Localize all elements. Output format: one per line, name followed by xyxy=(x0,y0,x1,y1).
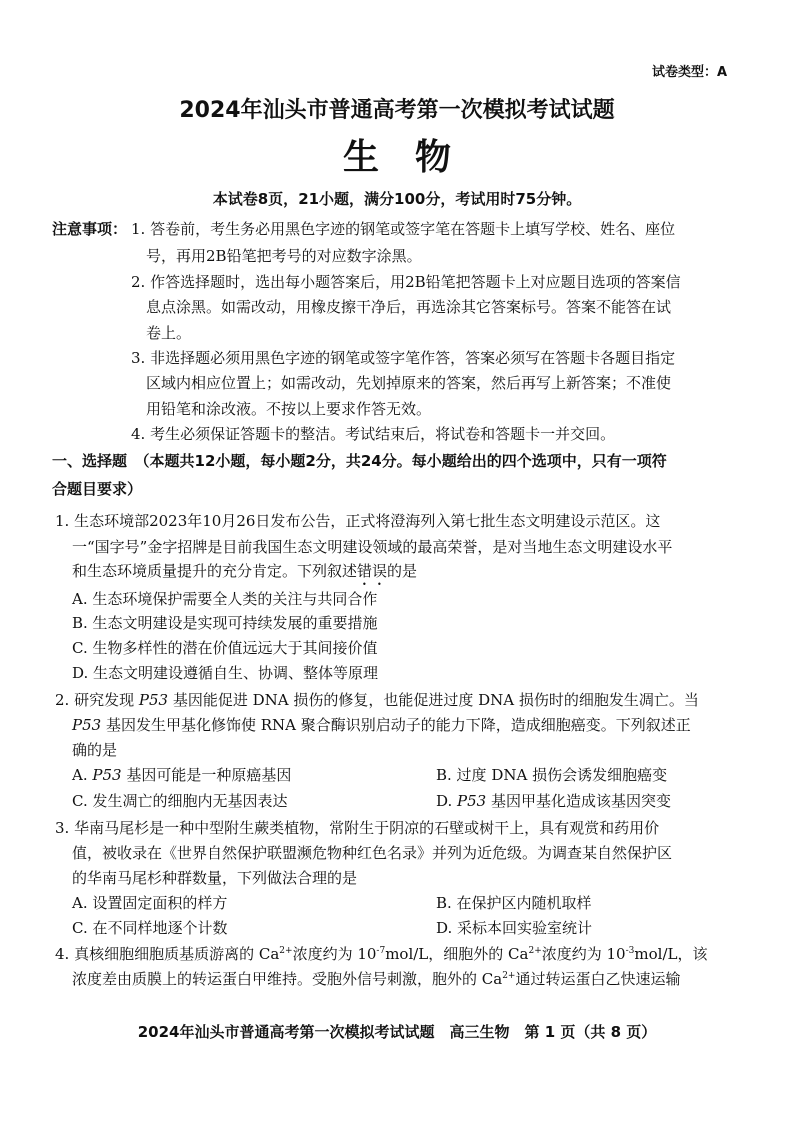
text: 的是 xyxy=(387,562,418,580)
question-2-line xyxy=(55,690,699,710)
section-heading: 一、选择题 （本题共12小题，每小题2分，共24分。每小题给出的四个选项中，只有一项符 xyxy=(52,452,667,470)
question-3-line: 的华南马尾杉种群数量，下列做法合理的是 xyxy=(72,869,358,887)
q2-option-b: B. 过度 DNA 损伤会诱发细胞癌变 xyxy=(436,766,668,784)
question-1-line xyxy=(72,561,417,589)
question-2-line: 确的是 xyxy=(72,741,118,759)
text: 4. 真核细胞细胞质基质游离的 Ca xyxy=(55,945,280,963)
note-line: 1. 答卷前，考生务必用黑色字迹的钢笔或签字笔在答题卡上填写学校、姓名、座位 xyxy=(131,220,676,238)
gene-name: P53 xyxy=(457,792,487,810)
text: mol/L，细胞外的 Ca xyxy=(385,945,529,963)
text: D. xyxy=(436,792,458,810)
q1-option-a: A. 生态环境保护需要全人类的关注与共同合作 xyxy=(72,590,378,608)
q3-option-b: B. 在保护区内随机取样 xyxy=(436,894,592,912)
page-footer: 2024年汕头市普通高考第一次模拟考试试题 高三生物 第 1 页（共 8 页） xyxy=(137,1023,657,1041)
question-4-line xyxy=(55,944,707,964)
exam-info: 本试卷8页，21小题，满分100分，考试用时75分钟。 xyxy=(212,190,582,208)
note-line: 区域内相应位置上；如需改动，先划掉原来的答案，然后再写上新答案；不准使 xyxy=(146,374,672,392)
question-3-line: 3. 华南马尾杉是一种中型附生蕨类植物，常附生于阴凉的石壁或树干上，具有观赏和药用价 xyxy=(55,819,660,837)
text: 基因发生甲基化修饰使 RNA 聚合酶识别启动子的能力下降，造成细胞癌变。下列叙述正 xyxy=(101,716,691,734)
superscript: 2+ xyxy=(528,946,542,956)
gene-name: P53 xyxy=(72,716,102,734)
note-line: 号，再用2B铅笔把考号的对应数字涂黑。 xyxy=(146,247,422,265)
text: 基因能促进 DNA 损伤的修复，也能促进过度 DNA 损伤时的细胞发生凋亡。当 xyxy=(168,691,699,709)
note-line: 3. 非选择题必须用黑色字迹的钢笔或签字笔作答，答案必须写在答题卡各题目指定 xyxy=(131,349,676,367)
text: 通过转运蛋白乙快速运输 xyxy=(515,970,681,988)
superscript: 2+ xyxy=(279,946,293,956)
text: 浓度约为 10 xyxy=(292,945,377,963)
paper-type: 试卷类型：A xyxy=(652,65,728,80)
text: 浓度差由质膜上的转运蛋白甲维持。受胞外信号刺激，胞外的 Ca xyxy=(72,970,503,988)
section-heading-cont: 合题目要求） xyxy=(52,480,143,498)
superscript: 2+ xyxy=(502,971,516,981)
superscript: -7 xyxy=(376,946,386,956)
note-line: 2. 作答选择题时，选出每小题答案后，用2B铅笔把答题卡上对应题目选项的答案信 xyxy=(131,273,681,291)
page-title: 2024年汕头市普通高考第一次模拟考试试题 xyxy=(179,98,615,123)
text: 基因可能是一种原癌基因 xyxy=(121,766,292,784)
q3-option-a: A. 设置固定面积的样方 xyxy=(72,894,228,912)
gene-name: P53 xyxy=(92,766,122,784)
note-line: 用铅笔和涂改液。不按以上要求作答无效。 xyxy=(146,400,432,418)
emphasized-text: 错误 xyxy=(357,562,388,580)
notes-label: 注意事项： xyxy=(52,220,128,238)
question-3-line: 值，被收录在《世界自然保护联盟濒危物种红色名录》并列为近危级。为调查某自然保护区 xyxy=(72,844,673,862)
q1-option-d: D. 生态文明建设遵循自生、协调、整体等原理 xyxy=(72,664,379,682)
question-1-line: 1. 生态环境部2023年10月26日发布公告，正式将澄海列入第七批生态文明建设示范区。这 xyxy=(55,512,661,530)
superscript: -3 xyxy=(625,946,635,956)
q3-option-d: D. 采标本回实验室统计 xyxy=(436,919,593,937)
gene-name: P53 xyxy=(138,691,169,709)
text: A. xyxy=(72,766,93,784)
note-line: 卷上。 xyxy=(146,324,192,342)
text: mol/L，该 xyxy=(634,945,708,963)
question-4-line xyxy=(72,969,681,989)
question-2-line xyxy=(72,715,691,735)
text: 浓度约为 10 xyxy=(541,945,626,963)
note-line: 息点涂黑。如需改动，用橡皮擦干净后，再选涂其它答案标号。答案不能答在试 xyxy=(146,298,672,316)
q2-option-c: C. 发生凋亡的细胞内无基因表达 xyxy=(72,792,288,810)
subject-title: 生 物 xyxy=(342,137,451,178)
text: 和生态环境质量提升的充分肯定。下列叙述 xyxy=(72,562,358,580)
q1-option-c: C. 生物多样性的潜在价值远远大于其间接价值 xyxy=(72,639,378,657)
q2-option-d xyxy=(436,791,671,811)
q2-option-a xyxy=(72,765,291,785)
q1-option-b: B. 生态文明建设是实现可持续发展的重要措施 xyxy=(72,614,378,632)
note-line: 4. 考生必须保证答题卡的整洁。考试结束后，将试卷和答题卡一并交回。 xyxy=(131,425,616,443)
text: 基因甲基化造成该基因突变 xyxy=(486,792,671,810)
text: 2. 研究发现 xyxy=(55,691,139,709)
question-1-line: 一“国字号”金字招牌是目前我国生态文明建设领域的最高荣誉，是对当地生态文明建设水平 xyxy=(72,538,673,556)
q3-option-c: C. 在不同样地逐个计数 xyxy=(72,919,228,937)
